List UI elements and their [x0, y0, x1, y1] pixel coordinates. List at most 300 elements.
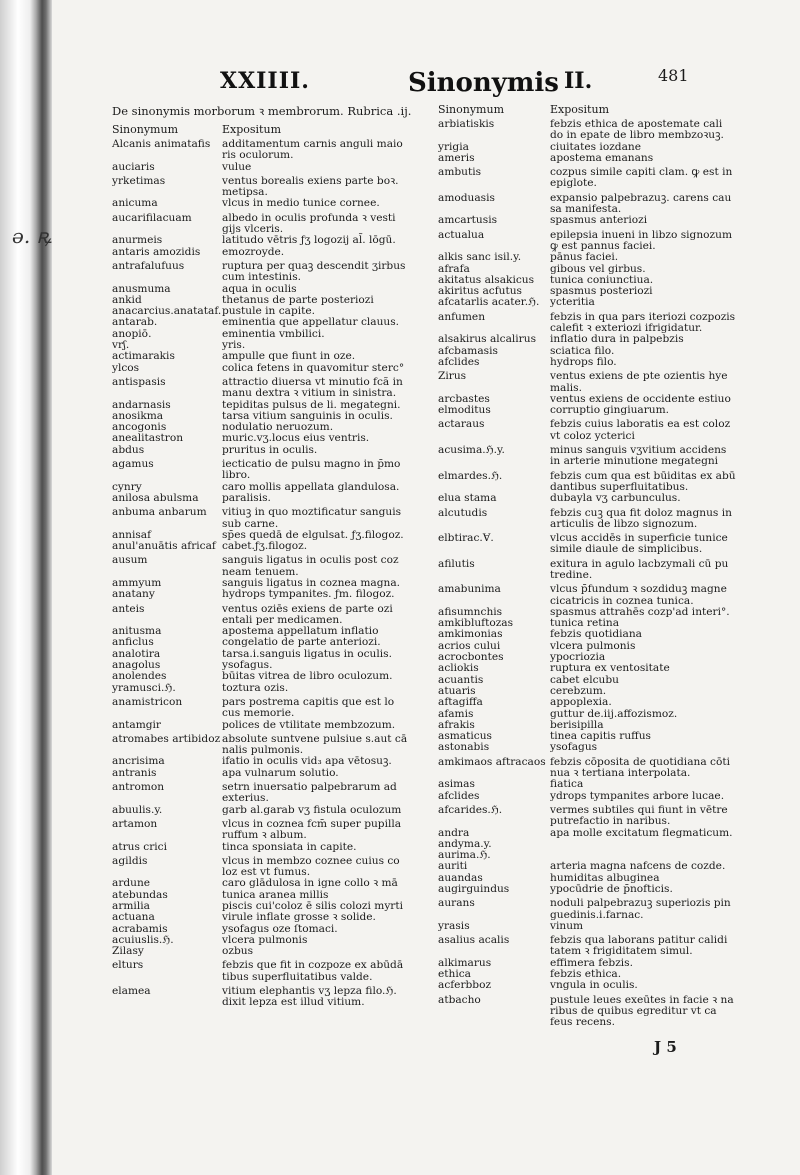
definition-line: cus memorie. — [222, 707, 295, 720]
entry-term: ancogonis — [112, 421, 167, 434]
definition-line: appoplexia. — [550, 696, 612, 709]
entry-term: actimarakis — [112, 350, 175, 363]
entry-row — [438, 418, 731, 442]
entry-definition — [550, 419, 730, 442]
definition-line: hydrops filo. — [550, 355, 617, 368]
entry-definition — [222, 459, 402, 482]
entry-term: elmardes.ℌ. — [438, 469, 503, 482]
entry-row — [438, 153, 708, 164]
definition-line: colica fetens in quavomitur sterc° — [222, 361, 405, 374]
entry-definition — [550, 980, 708, 991]
entry-definition — [550, 898, 731, 921]
entry-definition — [550, 533, 728, 556]
entry-term: aurima.ℌ. — [438, 849, 491, 862]
header-left: XXIIII. — [220, 68, 310, 94]
entry-definition — [222, 805, 402, 816]
entry-definition — [550, 921, 708, 932]
definition-line: ventus oziēs exiens de parte ozi — [222, 602, 393, 615]
entry-term: antarab. — [112, 316, 158, 329]
entry-term: amkimonias — [438, 628, 503, 641]
entry-definition — [550, 215, 708, 226]
entry-definition — [222, 604, 402, 627]
definition-line: spasmus posteriozi — [550, 285, 653, 298]
definition-line: nua ꝛ tertiana interpolata. — [550, 767, 691, 780]
entry-definition — [222, 541, 402, 552]
definition-line: dantibus superfluitatibus. — [550, 480, 689, 493]
entry-definition — [550, 757, 730, 780]
entry-definition — [550, 742, 708, 753]
entry-row — [438, 779, 708, 790]
entry-row — [438, 357, 708, 368]
entry-row — [438, 697, 708, 708]
entry-row — [438, 228, 732, 253]
definition-line: albedo in oculis profunda ꝛ vesti — [222, 211, 396, 224]
entry-term: elbtirac.Ɐ. — [438, 532, 494, 545]
entry-term: annisaf — [112, 528, 152, 541]
entry-term: elamea — [112, 985, 151, 998]
entry-row — [438, 166, 733, 190]
entry-definition — [550, 252, 708, 263]
definition-line: inflatio dura in palpebzis — [550, 333, 684, 346]
right-entries — [438, 118, 736, 1029]
definition-line: malis. — [550, 381, 582, 394]
entry-term: anficlus — [112, 636, 154, 649]
entry-term: anteis — [112, 602, 145, 615]
entry-definition — [550, 663, 708, 674]
entry-definition — [550, 471, 736, 494]
entry-term: anbuma anbarum — [112, 506, 207, 519]
entry-row — [438, 310, 736, 335]
definition-line: vlcus accidēs in superficie tunice — [550, 532, 728, 545]
entry-term: agamus — [112, 458, 154, 471]
entry-term: anatany — [112, 588, 155, 601]
entry-definition — [550, 828, 733, 839]
entry-term: agildis — [112, 854, 148, 867]
entry-term: aurans — [438, 897, 475, 910]
entry-term: akitatus alsakicus — [438, 273, 535, 286]
entry-row — [438, 191, 732, 216]
entry-row — [112, 235, 402, 246]
definition-line: emozroyde. — [222, 245, 285, 258]
entry-row — [112, 459, 402, 482]
entry-row — [112, 842, 402, 853]
definition-line: vlcera pulmonis — [222, 933, 308, 946]
entry-term: anurmeis — [112, 234, 163, 247]
definition-line: sanguis ligatus in coznea magna. — [222, 576, 401, 589]
entry-row — [438, 742, 708, 753]
entry-row — [438, 583, 727, 607]
definition-line: manu dextra ꝛ vitium in sinistra. — [222, 387, 397, 400]
entry-definition — [550, 312, 735, 335]
entry-term: amkibluftozas — [438, 617, 514, 630]
definition-line: sciatica filo. — [550, 344, 615, 357]
definition-line: ozbus — [222, 945, 254, 958]
entry-row — [112, 198, 402, 209]
left-column — [112, 104, 412, 1009]
definition-line: thetanus de parte posteriozi — [222, 293, 374, 306]
definition-line: epilepsia inueni in libzo signozum — [550, 228, 732, 241]
definition-line: tunica aranea millis — [222, 888, 329, 901]
definition-line: febzis in qua pars iteriozi cozpozis — [550, 310, 736, 323]
entry-term: acrabamis — [112, 922, 168, 935]
definition-line: polices de vtilitate membzozum. — [222, 718, 396, 731]
entry-term: afrafa — [438, 262, 470, 275]
definition-line: ris oculorum. — [222, 149, 294, 162]
entry-term: antispasis — [112, 375, 166, 388]
entry-term: atromabes artibidoz — [112, 732, 221, 745]
definition-line: tunica retina — [550, 617, 620, 630]
entry-row — [112, 162, 402, 173]
entry-term: aucarifilacuam — [112, 211, 192, 224]
entry-row — [112, 507, 402, 530]
definition-line: humiditas albuginea — [550, 871, 660, 884]
entry-term: acuantis — [438, 673, 484, 686]
entry-term: arbiatiskis — [438, 118, 495, 130]
page-number: 481 — [658, 66, 689, 85]
definition-line: feus recens. — [550, 1016, 615, 1029]
entry-term: atebundas — [112, 888, 168, 901]
definition-line: vulue — [222, 160, 252, 173]
entry-definition — [222, 247, 402, 258]
definition-line: febzis cōposita de quotidiana cōti — [550, 755, 730, 768]
definition-line: vinum — [550, 919, 584, 932]
definition-line: ycteritia — [550, 296, 595, 309]
definition-line: febzis qua laborans patitur calidi — [550, 934, 728, 947]
entry-row — [438, 803, 728, 828]
definition-line: tinea capitis ruffus — [550, 730, 651, 743]
definition-line: ventus exiens de pte ozientis hye — [550, 370, 728, 383]
entry-term: Zirus — [438, 370, 467, 383]
entry-row — [112, 986, 402, 1009]
entry-term: alkis sanc isil.y. — [438, 251, 522, 264]
entry-definition — [550, 697, 708, 708]
definition-line: caro glādulosa in igne collo ꝛ mā — [222, 877, 398, 890]
definition-line: spasmus attrahēs cozp'ad interi°. — [550, 605, 730, 618]
heading-term: Sinonymum — [438, 103, 505, 116]
definition-line: eminentia que appellatur clauus. — [222, 316, 400, 329]
entry-row — [112, 878, 402, 889]
entry-row — [112, 935, 402, 946]
entry-definition — [550, 791, 724, 802]
entry-definition — [222, 671, 402, 682]
entry-definition — [550, 297, 708, 308]
entry-definition — [550, 230, 732, 253]
definition-line: ruffum ꝛ album. — [222, 829, 307, 842]
entry-term: antromon — [112, 781, 165, 794]
heading-term: Sinonymum — [112, 123, 179, 136]
entry-definition — [222, 697, 402, 720]
entry-row — [112, 720, 402, 731]
definition-line: ysofagus — [550, 741, 598, 754]
entry-term: Alcanis animatafis — [112, 138, 211, 150]
entry-definition — [222, 213, 402, 236]
definition-line: tepiditas pulsus de li. megategni. — [222, 398, 401, 411]
definition-line: berisipilla — [550, 718, 604, 731]
entry-term: acusima.ℌ.y. — [438, 444, 505, 457]
definition-line: guedinis.i.farnac. — [550, 908, 644, 921]
entry-definition — [550, 884, 708, 895]
entry-definition — [222, 363, 404, 374]
definition-line: tinca sponsiata in capite. — [222, 840, 357, 853]
definition-line: pustule in capite. — [222, 305, 316, 318]
entry-row — [112, 361, 405, 374]
definition-line: yris. — [222, 339, 246, 352]
entry-row — [438, 934, 728, 958]
definition-line: apa vulnarum solutio. — [222, 766, 339, 779]
entry-term: antrafalufuus — [112, 259, 185, 272]
entry-definition — [550, 779, 708, 790]
entry-row — [112, 176, 402, 199]
right-column-heading — [438, 104, 708, 116]
entry-row — [438, 297, 708, 308]
definition-line: entali per medicamen. — [222, 613, 343, 626]
entry-row — [112, 819, 402, 842]
header-right: II. — [564, 68, 593, 94]
entry-row — [112, 697, 402, 720]
entry-definition — [550, 559, 728, 582]
entry-definition — [550, 334, 708, 345]
entry-term: afilutis — [438, 557, 475, 570]
entry-term: yramusci.ℌ. — [112, 681, 176, 694]
entry-definition — [550, 508, 732, 531]
entry-definition — [550, 493, 708, 504]
entry-definition — [550, 445, 726, 468]
definition-line: vitiuꝫ in quo moztificatur sanguis — [222, 506, 402, 519]
definition-line: sa manifesta. — [550, 203, 622, 216]
definition-line: apa molle excitatum flegmaticum. — [550, 826, 733, 839]
definition-line: pars postrema capitis que est lo — [222, 695, 395, 708]
entry-term: asmaticus — [438, 730, 492, 743]
definition-line: exitura in agulo lacbzymali cū pu — [550, 557, 729, 570]
entry-term: anagolus — [112, 659, 161, 672]
entry-term: afclides — [438, 789, 480, 802]
entry-definition — [550, 193, 731, 216]
entry-term: atbacho — [438, 993, 481, 1006]
entry-row — [112, 329, 402, 340]
definition-line: cozpus simile capiti clam. ꝙ est in — [550, 166, 733, 179]
entry-definition — [222, 819, 402, 842]
definition-line: aqua in oculis — [222, 282, 297, 295]
entry-row — [438, 557, 729, 582]
definition-line: virule inflate grosse ꝛ solide. — [222, 911, 376, 924]
definition-line: ventus exiens de occidente estiuo — [550, 392, 731, 405]
entry-term: antaris amozidis — [112, 245, 201, 258]
definition-line: tarsa.i.sanguis ligatus in oculis. — [222, 647, 392, 660]
definition-line: congelatio de parte anteriozi. — [222, 636, 381, 649]
definition-line: ypocriozia — [550, 651, 606, 664]
entry-term: artamon — [112, 817, 158, 830]
entry-term: Zilasy — [112, 945, 144, 958]
entry-term: acrocbontes — [438, 651, 504, 664]
definition-line: pruritus in oculis. — [222, 443, 318, 456]
definition-line: tredine. — [550, 568, 593, 581]
definition-line: ypocūdrie de p̄nofticis. — [550, 883, 673, 895]
entry-term: amabunima — [438, 583, 501, 596]
entry-term: afcbamasis — [438, 344, 498, 357]
right-column — [438, 103, 736, 1029]
entry-term: astonabis — [438, 741, 490, 754]
entry-row — [112, 683, 402, 694]
entry-term: anosikma — [112, 409, 164, 422]
entry-row — [438, 884, 708, 895]
entry-term: antamgir — [112, 718, 161, 731]
definition-line: sub carne. — [222, 517, 279, 530]
entry-term: analotira — [112, 647, 161, 660]
entry-term: abdus — [112, 443, 145, 456]
definition-line: neam tenuem. — [222, 565, 299, 578]
heading-expositio: Expositum — [222, 123, 281, 136]
rubric: De sinonymis morborum ꝛ membrorum. Rubrica .ij. — [112, 104, 412, 118]
entry-term: actuana — [112, 911, 155, 924]
entry-definition — [550, 584, 727, 607]
entry-term: auriti — [438, 860, 468, 873]
entry-term: auandas — [438, 871, 483, 884]
definition-line: gibous vel girbus. — [550, 262, 646, 275]
definition-line: sanguis ligatus in oculis post coz — [222, 554, 399, 567]
entry-term: yrketimas — [112, 174, 166, 187]
definition-line: cerebzum. — [550, 684, 607, 697]
entry-term: ethica — [438, 968, 471, 981]
entry-term: elturs — [112, 959, 144, 972]
entry-definition — [222, 198, 402, 209]
entry-definition — [222, 589, 402, 600]
definition-line: epiglote. — [550, 177, 597, 190]
entry-definition — [222, 912, 402, 923]
definition-line: loz est vt fumus. — [222, 866, 311, 879]
definition-line: ciuitates iozdane — [550, 140, 641, 153]
definition-line: garb al.garab vʒ fistula oculozum — [222, 803, 402, 816]
definition-line: muric.vʒ.locus eius ventris. — [222, 432, 370, 445]
definition-line: paralisis. — [222, 491, 271, 504]
entry-term: elua stama — [438, 492, 497, 505]
entry-term: ambutis — [438, 166, 482, 179]
definition-line: cum intestinis. — [222, 271, 302, 284]
definition-line: setrn inuersatio palpebrarum ad — [222, 781, 397, 794]
entry-row — [438, 921, 708, 932]
entry-definition — [222, 986, 402, 1009]
entry-definition — [550, 935, 727, 958]
entry-definition — [550, 153, 708, 164]
entry-term: alcutudis — [438, 506, 488, 519]
entry-term: anolendes — [112, 670, 167, 683]
definition-line: vngula in oculis. — [550, 979, 638, 992]
entry-term: amoduasis — [438, 191, 495, 204]
entry-term: anfumen — [438, 310, 486, 323]
signature-mark: J 5 — [654, 1038, 677, 1056]
entry-row — [112, 377, 402, 400]
entry-row — [112, 247, 402, 258]
entry-row — [112, 213, 402, 236]
entry-definition — [550, 405, 708, 416]
entry-term: ammyum — [112, 576, 162, 589]
entry-definition — [222, 139, 403, 162]
entry-row — [438, 663, 708, 674]
entry-term: auciaris — [112, 160, 155, 173]
entry-term: atrus crici — [112, 840, 167, 853]
definition-line: ruptura per quaꝫ descendit ʒirbus — [222, 259, 406, 272]
definition-line: tunica coniunctiua. — [550, 273, 654, 286]
entry-row — [112, 139, 402, 162]
entry-term: anusmuma — [112, 282, 171, 295]
entry-term: acliokis — [438, 662, 479, 675]
entry-row — [112, 671, 402, 682]
entry-term: antranis — [112, 766, 157, 779]
entry-row — [438, 860, 726, 873]
entry-term: cynry — [112, 480, 142, 493]
entry-row — [438, 215, 708, 226]
entry-term: andra — [438, 826, 470, 839]
entry-term: alsakirus alcalirus — [438, 333, 537, 346]
definition-line: cicatricis in coznea tunica. — [550, 594, 694, 607]
margin-annotation: ǝ. ꝶ — [12, 224, 52, 248]
definition-line: guttur de.iij.affozismoz. — [550, 707, 678, 720]
definition-line: vitium elephantis vʒ lepza filo.ℌ. — [222, 985, 397, 998]
entry-definition — [222, 842, 402, 853]
entry-term: vrʃ. — [112, 339, 130, 352]
definition-line: febzis cuius laboratis ea est coloz — [550, 418, 731, 431]
entry-definition — [550, 167, 732, 190]
entry-row — [112, 259, 406, 284]
definition-line: ysofagus. — [222, 659, 273, 672]
entry-term: acrios cului — [438, 639, 501, 652]
entry-definition — [222, 445, 402, 456]
entry-definition — [222, 176, 402, 199]
entry-term: anul'anuātis africaf — [112, 540, 216, 553]
entry-term: alkimarus — [438, 956, 492, 969]
entry-definition — [222, 162, 402, 173]
entry-row — [438, 405, 708, 416]
entry-term: ankid — [112, 293, 142, 306]
entry-term: acuiuslis.ℌ. — [112, 933, 174, 946]
entry-definition — [222, 493, 402, 504]
entry-row — [112, 351, 402, 362]
definition-line: calefit ꝛ exteriozi ifrigidatur. — [550, 322, 703, 335]
entry-row — [112, 912, 402, 923]
definition-line: absolute suntvene pulsiue s.aut cā — [222, 732, 408, 745]
definition-line — [550, 839, 708, 850]
entry-term: akiritus acfutus — [438, 285, 522, 298]
definition-line: būitas vitrea de libro oculozum. — [222, 670, 393, 683]
definition-line: pustule leues exeūtes in facie ꝛ na — [550, 993, 734, 1006]
definition-line: vt coloz ycterici — [550, 429, 635, 442]
definition-line: toztura ozis. — [222, 681, 289, 694]
entry-term: armilia — [112, 900, 150, 912]
entry-term: augirguindus — [438, 883, 510, 895]
left-column-heading — [112, 124, 402, 136]
definition-line: ribus de quibus egreditur vt ca — [550, 1004, 717, 1017]
definition-line: ꝙ est pannus faciei. — [550, 239, 656, 252]
entry-row — [112, 604, 402, 627]
definition-line: hydrops tympanites. ƒm. filogoz. — [222, 588, 395, 601]
definition-line: attractio diuersa vt minutio fcã in — [222, 375, 403, 388]
definition-line: noduli palpebrazuꝫ superiozis pin — [550, 897, 731, 910]
entry-row — [112, 541, 402, 552]
definition-line: do in epate de libro membzoꝛuꝫ. — [550, 129, 724, 142]
definition-line: vlcus in membzo coznee cuius co — [222, 854, 400, 867]
entry-term: asimas — [438, 778, 475, 791]
entry-term: yrasis — [438, 919, 470, 932]
header-middle: Sinonymis — [408, 68, 559, 98]
definition-line: ventus borealis exiens parte boꝛ. — [222, 174, 399, 187]
definition-line: cabet.ƒʒ.filogoz. — [222, 540, 308, 553]
entry-row — [112, 493, 402, 504]
definition-line: simile diaule de simplicibus. — [550, 543, 703, 556]
entry-definition — [550, 995, 734, 1029]
definition-line: tatem ꝛ frigiditatem simul. — [550, 945, 693, 958]
definition-line: ydrops tympanites arbore lucae. — [550, 789, 725, 802]
left-entries — [112, 138, 408, 1009]
entry-term: acferbboz — [438, 979, 492, 992]
